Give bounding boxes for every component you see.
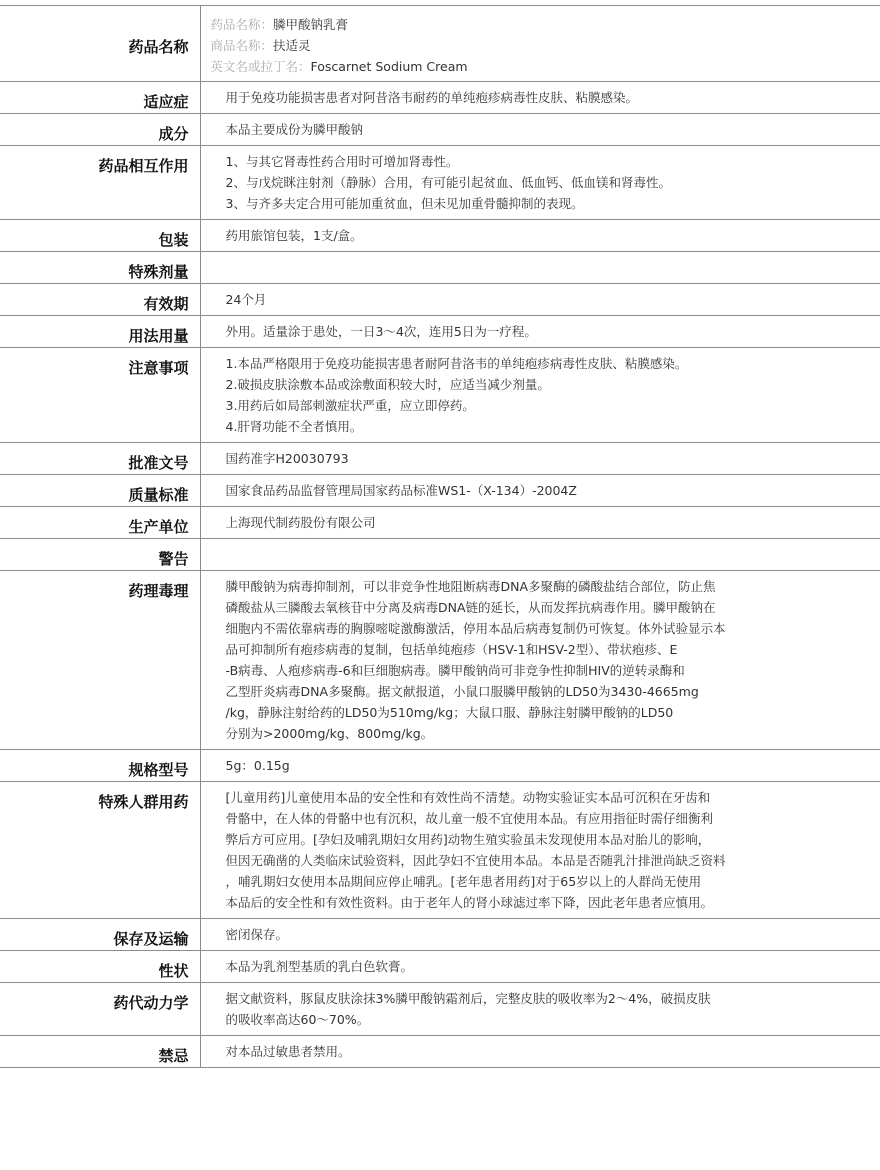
row-value [200, 316, 880, 348]
english-name-value: Foscarnet Sodium Cream [310, 59, 468, 74]
spec-row [0, 220, 880, 252]
spec-row [0, 146, 880, 220]
row-drug-names [0, 6, 880, 82]
spec-row [0, 475, 880, 507]
row-label: 批准文号 [0, 443, 200, 475]
row-label: 特殊剂量 [0, 252, 200, 284]
value-line: 骨骼中，在人体的骨骼中也有沉积，故儿童一般不宜使用本品。有应用指征时需仔细衡利 [225, 811, 714, 826]
spec-row [0, 919, 880, 951]
drug-spec-table [0, 5, 880, 1068]
value-line: 1.本品严格限用于免疫功能损害患者耐阿昔洛韦的单纯疱疹病毒性皮肤、粘膜感染。 [225, 356, 688, 371]
spec-row [0, 114, 880, 146]
value-line: 据文献资料，豚鼠皮肤涂抹3%膦甲酸钠霜剂后，完整皮肤的吸收率为2～4%，破损皮肤 [225, 991, 711, 1006]
value-line: 国药准字H20030793 [225, 451, 349, 466]
row-label: 成分 [0, 114, 200, 146]
row-label: 禁忌 [0, 1036, 200, 1068]
value-line: 国家食品药品监督管理局国家药品标准WS1-（X-134）-2004Z [225, 483, 577, 498]
value-line: 磷酸盐从三膦酸去氧核苷中分离及病毒DNA链的延长，从而发挥抗病毒作用。膦甲酸钠在 [225, 600, 716, 615]
row-label: 药品相互作用 [0, 146, 200, 220]
spec-row [0, 750, 880, 782]
row-label: 规格型号 [0, 750, 200, 782]
row-label: 药代动力学 [0, 983, 200, 1036]
value-line: /kg，静脉注射给药的LD50为510mg/kg；大鼠口服、静脉注射膦甲酸钠的LD50 [225, 705, 674, 720]
row-label: 警告 [0, 539, 200, 571]
value-line: 的吸收率高达60～70%。 [225, 1012, 370, 1027]
row-label: 适应症 [0, 82, 200, 114]
generic-name-value: 膦甲酸钠乳膏 [273, 17, 349, 32]
row-label: 特殊人群用药 [0, 782, 200, 919]
row-label: 质量标准 [0, 475, 200, 507]
row-value [200, 82, 880, 114]
english-name-key: 英文名或拉丁名： [210, 59, 311, 74]
value-line: 分别为>2000mg/kg、800mg/kg。 [225, 726, 434, 741]
row-value [200, 252, 880, 284]
row-label: 药品名称 [0, 6, 200, 82]
row-value [200, 114, 880, 146]
row-value [200, 475, 880, 507]
spec-row [0, 348, 880, 443]
trade-name-value: 扶适灵 [273, 38, 311, 53]
value-line: ，哺乳期妇女使用本品期间应停止哺乳。[老年患者用药]对于65岁以上的人群尚无使用 [225, 874, 702, 889]
value-line: 但因无确凿的人类临床试验资料，因此孕妇不宜使用本品。本品是否随乳汁排泄尚缺乏资料 [225, 853, 726, 868]
spec-row [0, 951, 880, 983]
row-value [200, 1036, 880, 1068]
value-line: 5g：0.15g [225, 758, 290, 773]
row-label: 生产单位 [0, 507, 200, 539]
row-value [200, 348, 880, 443]
spec-row [0, 443, 880, 475]
value-line: 乙型肝炎病毒DNA多聚酶。据文献报道，小鼠口服膦甲酸钠的LD50为3430-4665mg [225, 684, 699, 699]
generic-name-key: 药品名称： [210, 17, 274, 32]
value-line: 品可抑制所有疱疹病毒的复制，包括单纯疱疹（HSV-1和HSV-2型）、带状疱疹、E [225, 642, 678, 657]
value-line: 2、与戊烷眯注射剂（静脉）合用，有可能引起贫血、低血钙、低血镁和肾毒性。 [225, 175, 671, 190]
spec-row [0, 539, 880, 571]
row-value [200, 919, 880, 951]
row-value [200, 146, 880, 220]
row-label: 保存及运输 [0, 919, 200, 951]
row-value [200, 571, 880, 750]
value-line: 3.用药后如局部刺激症状严重，应立即停药。 [225, 398, 475, 413]
trade-name-key: 商品名称： [210, 38, 274, 53]
value-line: 上海现代制药股份有限公司 [225, 515, 376, 530]
row-label: 用法用量 [0, 316, 200, 348]
value-line: 4.肝肾功能不全者慎用。 [225, 419, 363, 434]
names-cell [200, 6, 880, 82]
value-line [226, 544, 786, 565]
row-value [200, 539, 880, 571]
spec-row [0, 507, 880, 539]
row-value [200, 782, 880, 919]
value-line: 膦甲酸钠为病毒抑制剂，可以非竞争性地阻断病毒DNA多聚酶的磷酸盐结合部位，防止焦 [225, 579, 716, 594]
spec-row [0, 316, 880, 348]
value-line: 密闭保存。 [225, 927, 289, 942]
value-line: 本品主要成份为膦甲酸钠 [225, 122, 364, 137]
value-line: 弊后方可应用。[孕妇及哺乳期妇女用药]动物生殖实验虽未发现使用本品对胎儿的影响， [225, 832, 711, 847]
value-line: 1、与其它肾毒性药合用时可增加肾毒性。 [225, 154, 459, 169]
value-line: 2.破损皮肤涂敷本品或涂敷面积较大时，应适当减少剂量。 [225, 377, 550, 392]
row-value [200, 750, 880, 782]
value-line: [儿童用药]儿童使用本品的安全性和有效性尚不清楚。动物实验证实本品可沉积在牙齿和 [225, 790, 711, 805]
value-line: 本品为乳剂型基质的乳白色软膏。 [225, 959, 414, 974]
value-line: 本品后的安全性和有效性资料。由于老年人的肾小球滤过率下降，因此老年患者应慎用。 [225, 895, 714, 910]
english-name-line [211, 56, 880, 77]
value-line: 药用旅馆包装，1支/盒。 [225, 228, 363, 243]
row-label: 性状 [0, 951, 200, 983]
value-line: 细胞内不需依靠病毒的胸腺嘧啶激酶激活，停用本品后病毒复制仍可恢复。体外试验显示本 [225, 621, 726, 636]
trade-name-line [211, 35, 880, 56]
row-label: 有效期 [0, 284, 200, 316]
spec-row [0, 82, 880, 114]
spec-row [0, 284, 880, 316]
value-line: 外用。适量涂于患处，一日3～4次，连用5日为一疗程。 [225, 324, 537, 339]
row-value [200, 951, 880, 983]
row-value [200, 220, 880, 252]
row-label: 药理毒理 [0, 571, 200, 750]
row-label: 注意事项 [0, 348, 200, 443]
value-line: -B病毒、人疱疹病毒-6和巨细胞病毒。膦甲酸钠尚可非竞争性抑制HIV的逆转录酶和 [225, 663, 685, 678]
spec-row [0, 571, 880, 750]
value-line: 3、与齐多夫定合用可能加重贫血，但未见加重骨髓抑制的表现。 [225, 196, 584, 211]
row-value [200, 284, 880, 316]
value-line: 24个月 [225, 292, 267, 307]
generic-name-line [211, 14, 880, 35]
row-value [200, 507, 880, 539]
spec-row [0, 252, 880, 284]
value-line: 用于免疫功能损害患者对阿昔洛韦耐药的单纯疱疹病毒性皮肤、粘膜感染。 [225, 90, 639, 105]
value-line [226, 257, 786, 278]
spec-row [0, 983, 880, 1036]
spec-row [0, 1036, 880, 1068]
row-value [200, 443, 880, 475]
row-label: 包装 [0, 220, 200, 252]
spec-row [0, 782, 880, 919]
value-line: 对本品过敏患者禁用。 [225, 1044, 351, 1059]
row-value [200, 983, 880, 1036]
